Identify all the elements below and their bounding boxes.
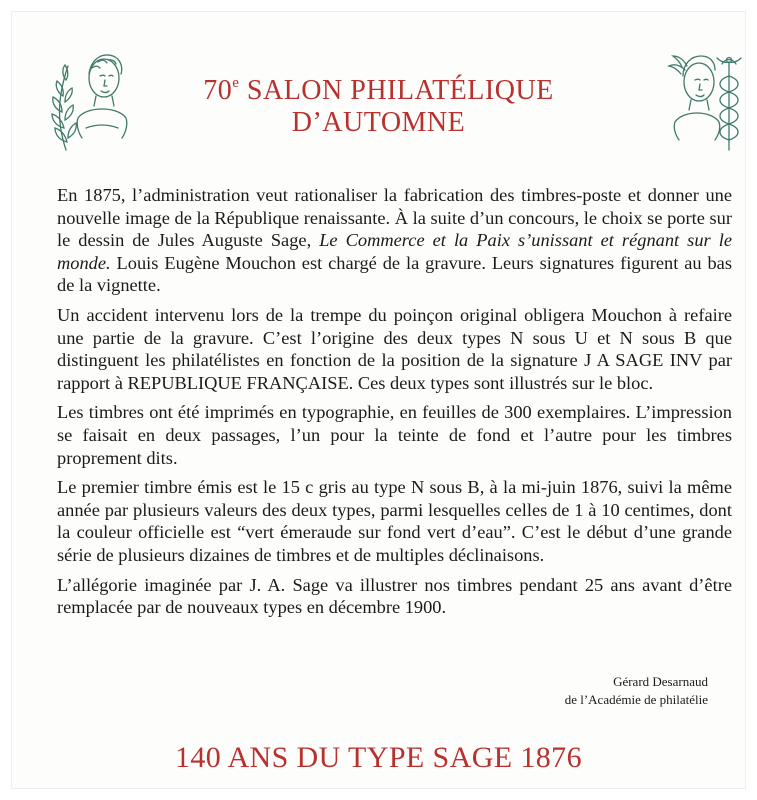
article-body [57,184,732,626]
event-title-line2: D’AUTOMNE [291,107,466,138]
paragraph-5: L’allégorie imaginée par J. A. Sage va illustrer nos timbres pendant 25 ans avant d’être remplacée par de nouveaux types en décembre 1900. [57,574,732,618]
paragraph-1-text-a: En 1875, l’administration veut rationaliser la fabrication des timbres-poste et donner une nouvelle image de la République renaissante. À la suite d’un concours, le choix se porte sur le dessin de Jules Auguste Sage, [57,185,732,251]
paragraph-4: Le premier timbre émis est le 15 c gris au type N sous B, à la mi-juin 1876, suivi la même année par plusieurs valeurs des deux types, parmi lesquelles celles de 1 à 10 centimes, dont la couleur officielle est “vert émeraude sur fond vert d’eau”. C’est le début d’une grande série de plusieurs dizaines de timbres et de multiples déclinaisons. [57,477,732,565]
event-title [12,75,745,139]
author-signature [565,673,708,709]
paragraph-1-text-b: Louis Eugène Mouchon est chargé de la gravure. Leurs signatures figurent au bas de la vignette. [57,252,732,296]
author-name: Gérard Desarnaud [613,674,708,689]
paragraph-3: Les timbres ont été imprimés en typographie, en feuilles de 300 exemplaires. L’impression se faisait en deux passages, l’un pour la teinte de fond et l’autre pour les timbres proprement dits. [57,402,732,468]
paragraph-2: Un accident intervenu lors de la trempe du poinçon original obligera Mouchon à refaire une partie de la gravure. C’est l’origine des deux types N sous U et N sous B que distinguent les philatélistes en fonction de la position de la signature J A SAGE INV par rapport à REPUBLIQUE FRANÇAISE. Ces deux types sont illustrés sur le bloc. [57,304,732,393]
event-title-line1 [12,75,745,107]
document-card [12,12,745,788]
artwork-title: Le Commerce et la Paix s’unissant et régnant sur le monde. [57,230,732,273]
title-superscript: e [232,75,240,91]
paragraph-1 [57,184,732,297]
title-number: 70 [203,75,233,106]
footer-title: 140 ANS DU TYPE SAGE 1876 [175,741,582,774]
author-affiliation: de l’Académie de philatélie [564,692,708,707]
title-line1-text: SALON PHILATÉLIQUE [246,75,554,106]
